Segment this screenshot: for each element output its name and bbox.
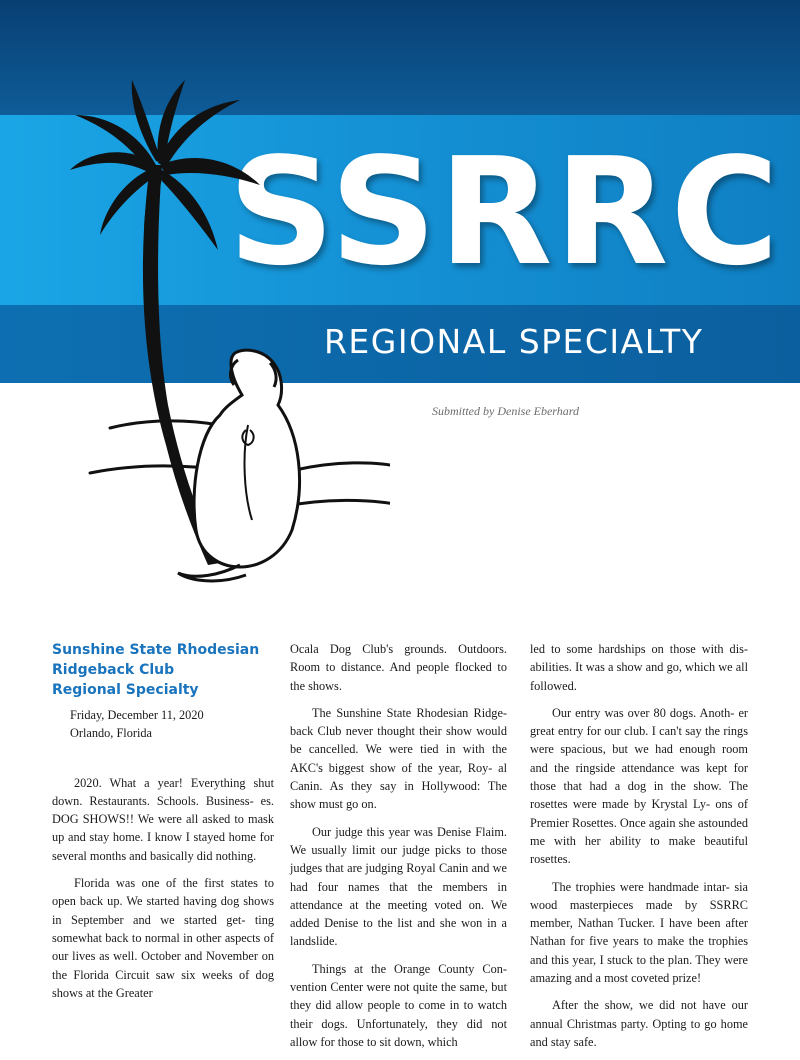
article-column-2	[290, 640, 507, 1060]
paragraph: Things at the Orange County Con- vention Center were not quite the same, but they did allow people to come in to watch their dogs. Unfortunately, they did not allow for those to sit down, which	[290, 961, 507, 1049]
paragraph: Florida was one of the first states to open back up. We started having dog shows in September and we started get- ting somewhat back to normal in other aspects of our lives as well. October and November on the Florida Circuit saw six weeks of dog shows at the Greater	[52, 876, 274, 1000]
paragraph: Our entry was over 80 dogs. Anoth- er great entry for our club. I can't say the rings were spacious, but we had enough room and the ringside attendance was kept for those that had a dog in the show. The rosettes were made by Krystal Ly- ons of Premier Rosettes. Once again she astounded me with her ability to make beautiful rosettes.	[530, 705, 748, 867]
byline: Submitted by Denise Eberhard	[432, 404, 579, 418]
article-heading-line: Ridgeback Club	[52, 662, 175, 678]
event-date: Friday, December 11, 2020	[70, 708, 204, 722]
article-column-3	[530, 640, 748, 1060]
paragraph: After the show, we did not have our annual Christmas party. Opting to go home and stay safe.	[530, 998, 748, 1049]
paragraph-continued: led to some hardships on those with dis- abilities. It was a show and go, which we all followed.	[530, 642, 748, 693]
beach-illustration	[70, 75, 390, 595]
paragraph: Our judge this year was Denise Flaim. We usually limit our judge picks to those judges that are judging Royal Canin and we had four names that the members in attendance at the meeting voted on. We added Denise to the list and she won in a landslide.	[290, 824, 507, 949]
article-column-1	[52, 640, 274, 1011]
banner-title: SSRRC	[228, 126, 782, 298]
banner-subtitle: REGIONAL SPECIALTY	[324, 322, 704, 361]
article-heading-line: Regional Specialty	[52, 682, 199, 698]
article-heading-line: Sunshine State Rhodesian	[52, 642, 260, 658]
event-location: Orlando, Florida	[70, 726, 152, 741]
article-heading	[52, 640, 274, 700]
paragraph: The trophies were handmade intar- sia wood masterpieces made by SSRRC member, Nathan Tucker. I have been after Nathan for five years to make the trophies and this year, I stuck to the plan. They were amazing and a most coveted prize!	[530, 879, 748, 986]
ridgeback-dog-icon	[178, 350, 300, 581]
paragraph-continued: Ocala Dog Club's grounds. Outdoors. Room to distance. And people flocked to the shows.	[290, 642, 507, 693]
paragraph: The Sunshine State Rhodesian Ridge- back Club never thought their show would be cancelled. We were tied in with the AKC's biggest show of the year, Roy- al Canin. As they say in Hollywood: The show must go on.	[290, 705, 507, 812]
paragraph: 2020. What a year! Everything shut down. Restaurants. Schools. Business- es. DOG SHOWS!! We were all asked to mask up and stay home. I know I stayed home for several months and basically did nothing.	[52, 775, 274, 863]
